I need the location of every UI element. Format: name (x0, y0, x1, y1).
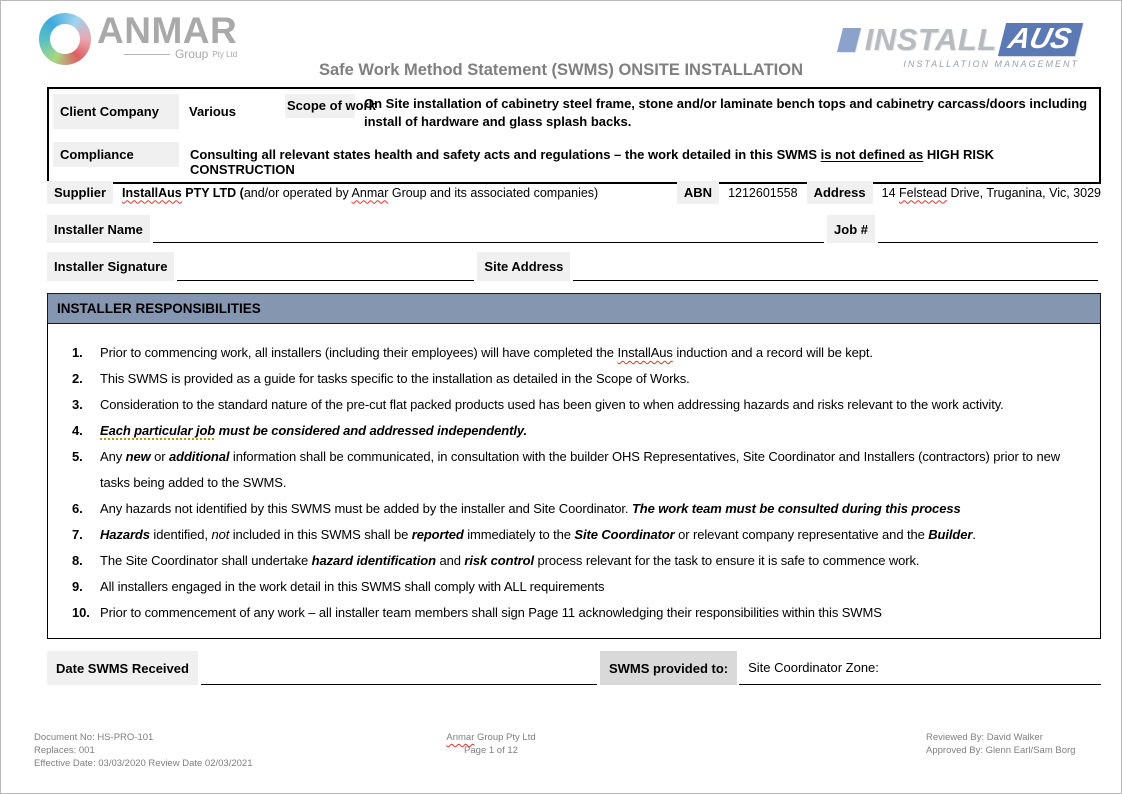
installer-signature-field[interactable] (177, 252, 474, 281)
responsibility-item-text (100, 444, 1090, 496)
anmar-group-text: Group (174, 47, 209, 61)
footer-effective-date: Effective Date: 03/03/2020 Review Date 02/03/2021 (34, 758, 253, 769)
installer-name-row (47, 215, 1101, 243)
responsibility-item-text (100, 574, 1090, 600)
responsibility-item (72, 340, 1090, 366)
client-company-value: Various (189, 104, 236, 119)
text-segment: not (211, 527, 230, 542)
responsibility-item-number: 5. (72, 449, 83, 464)
text-segment: reported (411, 527, 464, 542)
responsibility-item (72, 574, 1090, 600)
footer-document-no: Document No: HS-PRO-101 (34, 732, 154, 743)
responsibility-item (72, 392, 1090, 418)
swms-provided-to-label: SWMS provided to: (600, 651, 737, 685)
text-segment: This SWMS is provided as a guide for tasks specific to the installation as detailed in the Scope of Works. (100, 371, 690, 386)
text-segment: Group Pty Ltd (474, 732, 536, 743)
responsibility-item-text (100, 496, 1090, 522)
anmar-logo-name: ANMAR (97, 10, 238, 51)
text-segment: process relevant for the task to ensure it is safe to commence work. (534, 553, 920, 568)
text-segment: Anmar (351, 185, 389, 200)
text-segment: or relevant company representative and the (674, 527, 929, 542)
responsibility-item-number: 1. (72, 345, 83, 360)
footer-page-number: Page 1 of 12 (464, 745, 518, 756)
address-label: Address (807, 181, 873, 204)
responsibility-item-text (100, 366, 1090, 392)
responsibility-item (72, 496, 1090, 522)
footer-left (34, 731, 252, 770)
site-coordinator-zone-label: Site Coordinator Zone: (748, 660, 879, 675)
scope-of-work-label: Scope of work (285, 94, 355, 118)
text-segment: is not defined as (820, 147, 924, 162)
job-number-label: Job # (827, 215, 875, 243)
site-address-field[interactable] (573, 252, 1098, 281)
text-segment: Site Coordinator (574, 527, 675, 542)
text-segment: . (972, 527, 976, 542)
scope-of-work-value: On Site installation of cabinetry steel frame, stone and/or laminate bench tops and cabinetry carcass/doors including install of hardware and glass splash backs. (364, 96, 1088, 129)
installaus-aus-badge (998, 23, 1083, 56)
responsibility-item-number: 10. (72, 605, 90, 620)
text-segment: Any (100, 449, 126, 464)
text-segment: Each particular job (100, 423, 216, 438)
text-segment: HIGH RISK CONSTRUCTION (190, 147, 995, 177)
text-segment: Anmar (446, 732, 475, 743)
text-segment: Any hazards not identified by this SWMS must be added by the installer and Site Coordinator. (100, 501, 632, 516)
text-segment: InstallAus (122, 185, 182, 200)
text-segment: The Site Coordinator shall undertake (100, 553, 312, 568)
text-segment: 14 (881, 185, 900, 200)
client-company-label: Client Company (53, 94, 179, 129)
responsibility-item-text (100, 522, 1090, 548)
site-address-label: Site Address (477, 252, 570, 281)
responsibilities-header: INSTALLER RESPONSIBILITIES (47, 293, 1101, 324)
date-swms-received-field[interactable] (201, 651, 597, 685)
text-segment: Hazards (100, 527, 150, 542)
text-segment: or (150, 449, 169, 464)
anmar-swirl-icon (39, 13, 91, 65)
footer-center (401, 731, 581, 757)
supplier-name (122, 186, 598, 200)
responsibility-item (72, 548, 1090, 574)
installer-signature-label: Installer Signature (47, 252, 174, 281)
text-segment: The work team must be consulted during this process (631, 501, 961, 516)
client-scope-table (47, 87, 1101, 184)
compliance-label-cell (53, 142, 179, 167)
anmar-dash (124, 54, 170, 55)
installaus-block-icon (837, 28, 861, 52)
installer-name-field[interactable] (153, 215, 824, 243)
text-segment: InstallAus (617, 345, 673, 360)
footer-right (926, 731, 1075, 757)
text-segment: identified, (149, 527, 212, 542)
text-segment: risk control (464, 553, 534, 568)
supplier-label: Supplier (47, 181, 113, 204)
installer-name-label: Installer Name (47, 215, 150, 243)
responsibilities-list (47, 324, 1101, 639)
installaus-install-text: INSTALL (864, 21, 997, 57)
text-segment: Felstead (899, 185, 947, 200)
job-number-field[interactable] (878, 215, 1098, 243)
footer-approved-by: Approved By: Glenn Earl/Sam Borg (926, 745, 1076, 756)
responsibility-item-number: 6. (72, 501, 83, 516)
responsibility-item (72, 600, 1090, 626)
address-value (882, 186, 1101, 200)
responsibility-item-text (100, 600, 1090, 626)
abn-label: ABN (677, 181, 719, 204)
installer-signature-row (47, 252, 1101, 281)
text-segment: new (125, 449, 151, 464)
text-segment: Prior to commencement of any work – all installer team members shall sign Page 11 acknowledging their responsibilities within this SWMS (100, 605, 882, 620)
date-swms-received-label: Date SWMS Received (47, 651, 198, 685)
responsibility-item-text (100, 548, 1090, 574)
responsibility-item (72, 522, 1090, 548)
responsibility-item-text (100, 340, 1090, 366)
installaus-tagline: INSTALLATION MANAGEMENT (903, 59, 1079, 69)
anmar-logo-text (97, 11, 237, 61)
compliance-row (49, 134, 1099, 182)
text-segment: Prior to commencing work, all installers (including their employees) will have completed the (100, 345, 618, 360)
text-segment: included in this SWMS shall be (229, 527, 412, 542)
text-segment: Consulting all relevant states health and safety acts and regulations – the work detailed in this SWMS (190, 147, 821, 162)
anmar-pty-text: Pty Ltd (212, 49, 238, 59)
scope-label-cell (285, 94, 376, 118)
footer-reviewed-by: Reviewed By: David Walker (926, 732, 1043, 743)
anmar-logo (39, 11, 237, 65)
footer-replaces: Replaces: 001 (34, 745, 95, 756)
text-segment: hazard identification (311, 553, 436, 568)
text-segment: immediately to the (463, 527, 575, 542)
responsibility-item-text (100, 392, 1090, 418)
installer-responsibilities-section (47, 293, 1101, 639)
footer-company (401, 731, 581, 744)
text-segment: information shall be communicated, in consultation with the builder OHS Representatives, Site Coordinator and Installers (contractors) prior to new tasks being added to the SWMS. (100, 449, 1060, 490)
text-segment: and/or operated by (243, 185, 352, 200)
site-coordinator-zone-field[interactable] (739, 651, 1101, 685)
compliance-label: Compliance (53, 142, 179, 167)
text-segment: Group and its associated companies) (388, 185, 599, 200)
text-segment: induction and a record will be kept. (672, 345, 873, 360)
text-segment: All installers engaged in the work detail in this SWMS shall comply with ALL requirements (100, 579, 605, 594)
supplier-row (47, 181, 1101, 204)
responsibility-item (72, 418, 1090, 444)
installaus-aus-text: AUS (1004, 23, 1075, 55)
responsibility-item-number: 4. (72, 423, 83, 438)
responsibility-item-number: 2. (72, 371, 83, 386)
client-company-label-cell (53, 94, 179, 129)
responsibility-item-number: 9. (72, 579, 83, 594)
text-segment: Drive, Truganina, Vic, 3029 (946, 185, 1101, 200)
text-segment: Consideration to the standard nature of the pre-cut flat packed products used has been given to when addressing hazards and risks relevant to the work activity. (100, 397, 1004, 412)
responsibility-item-text (100, 418, 1090, 444)
client-row (49, 89, 1099, 134)
responsibility-item-number: 8. (72, 553, 83, 568)
abn-value: 1212601558 (728, 185, 798, 200)
responsibility-item-number: 3. (72, 397, 83, 412)
text-segment: Builder (928, 527, 973, 542)
text-segment: must be considered and addressed independently. (215, 423, 527, 438)
text-segment: additional (169, 449, 230, 464)
compliance-value (181, 140, 1097, 177)
swms-receipt-row (47, 651, 1101, 685)
installaus-logo-row (840, 23, 1079, 56)
abn-address-group (668, 181, 1101, 204)
responsibility-item-number: 7. (72, 527, 83, 542)
responsibility-item (72, 444, 1090, 496)
text-segment: PTY LTD ( (181, 185, 244, 200)
page-title: Safe Work Method Statement (SWMS) ONSITE INSTALLATION (318, 61, 803, 79)
responsibility-item (72, 366, 1090, 392)
text-segment: and (435, 553, 465, 568)
